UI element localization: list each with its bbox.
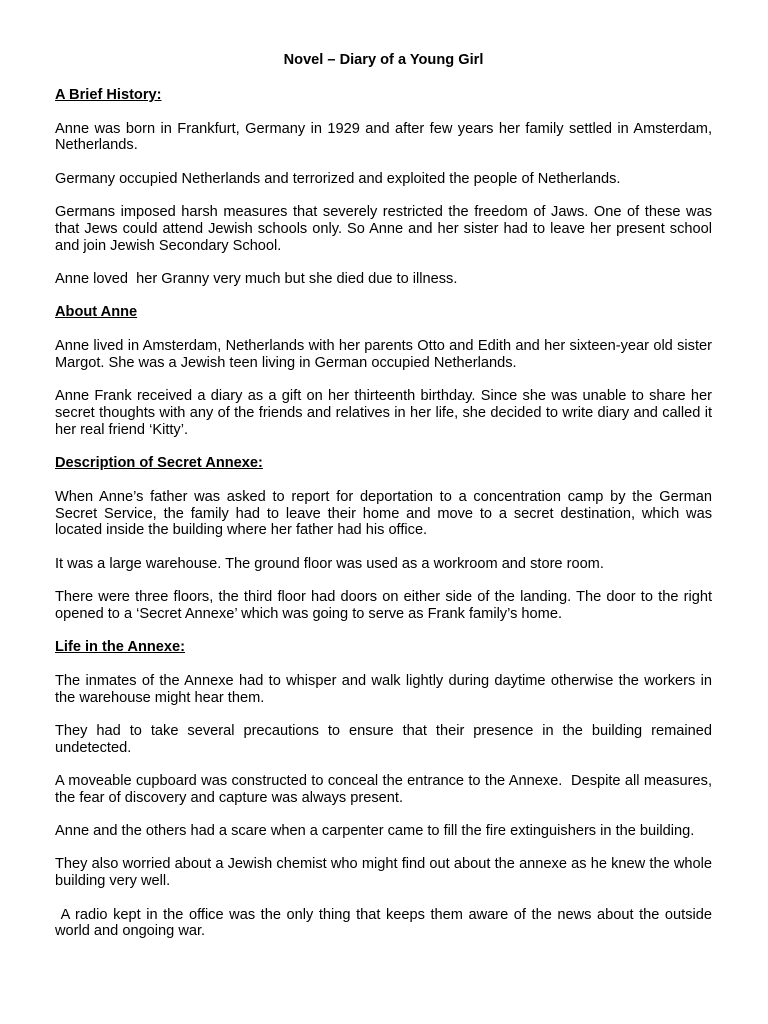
- paragraph: When Anne’s father was asked to report for deportation to a concentration camp by the German Secret Service, the family had to leave their home and move to a secret destination, which was located inside the building where her father had his office.: [55, 488, 717, 539]
- paragraph: They also worried about a Jewish chemist who might find out about the annexe as he knew the whole building very well.: [55, 856, 717, 890]
- paragraph: Anne Frank received a diary as a gift on her thirteenth birthday. Since she was unable to share her secret thoughts with any of the friends and relatives in her life, she decided to write diary and called it her real friend ‘Kitty’.: [55, 388, 717, 438]
- section-heading: Life in the Annexe:: [55, 639, 186, 656]
- paragraph: Germans imposed harsh measures that severely restricted the freedom of Jaws. One of these was that Jews could attend Jewish schools only. So Anne and her sister had to leave her present school and join Jewish Secondary School.: [55, 203, 717, 254]
- paragraph: Anne loved her Granny very much but she died due to illness.: [55, 270, 458, 287]
- paragraph: It was a large warehouse. The ground floor was used as a workroom and store room.: [55, 555, 604, 572]
- paragraph: Anne lived in Amsterdam, Netherlands with her parents Otto and Edith and her sixteen-year old sister Margot. She was a Jewish teen living in German occupied Netherlands.: [55, 337, 717, 371]
- document-title: Novel – Diary of a Young Girl: [283, 52, 484, 68]
- section-about-anne: [55, 304, 717, 438]
- paragraph: They had to take several precautions to ensure that their presence in the building remained undetected.: [55, 722, 717, 756]
- paragraph: A radio kept in the office was the only thing that keeps them aware of the news about the outside world and ongoing war.: [55, 906, 717, 940]
- section-heading: A Brief History:: [55, 86, 162, 103]
- section-secret-annexe: [55, 454, 717, 623]
- section-heading: About Anne: [55, 304, 138, 321]
- section-brief-history: [55, 86, 717, 288]
- paragraph: Germany occupied Netherlands and terrorized and exploited the people of Netherlands.: [55, 170, 621, 187]
- paragraph: There were three floors, the third floor had doors on either side of the landing. The door to the right opened to a ‘Secret Annexe’ which was going to serve as Frank family’s home.: [55, 588, 717, 622]
- section-heading: Description of Secret Annexe:: [55, 454, 263, 471]
- paragraph: Anne was born in Frankfurt, Germany in 1929 and after few years her family settled in Amsterdam, Netherlands.: [55, 120, 717, 154]
- paragraph: The inmates of the Annexe had to whisper and walk lightly during daytime otherwise the workers in the warehouse might hear them.: [55, 672, 717, 706]
- paragraph: Anne and the others had a scare when a carpenter came to fill the fire extinguishers in the building.: [55, 823, 695, 840]
- paragraph: A moveable cupboard was constructed to conceal the entrance to the Annexe. Despite all measures, the fear of discovery and capture was always present.: [55, 773, 717, 806]
- section-life-in-annexe: [55, 639, 717, 940]
- document-page: [55, 52, 717, 957]
